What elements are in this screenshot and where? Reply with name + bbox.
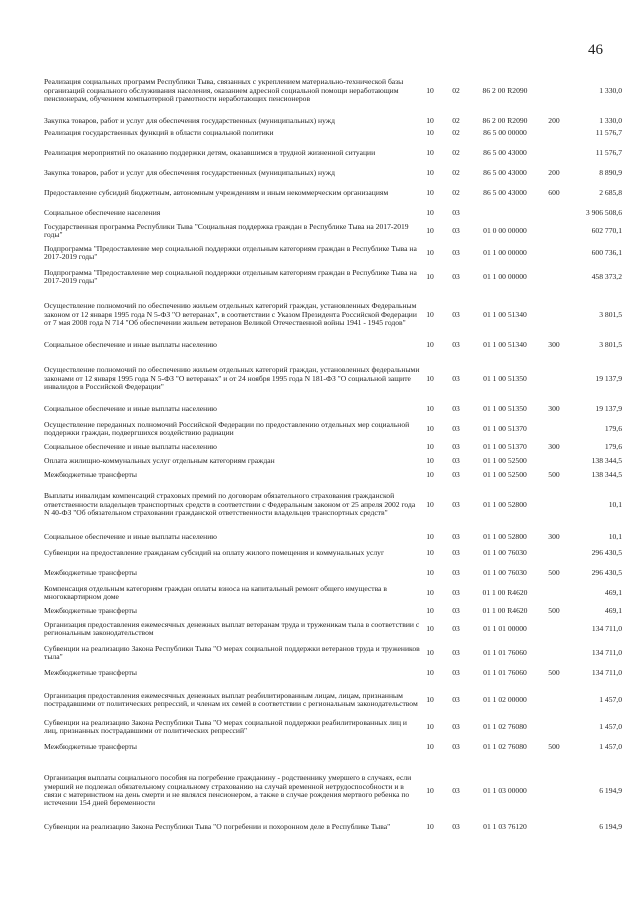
section-code: 10 <box>426 741 434 751</box>
section-code: 10 <box>426 667 434 677</box>
table-row <box>0 244 640 262</box>
amount: 8 890,9 <box>599 167 622 177</box>
table-row <box>0 686 640 714</box>
table-row <box>0 116 640 126</box>
row-name: Межбюджетные трансферты <box>44 741 137 751</box>
amount: 19 137,9 <box>595 403 622 413</box>
amount: 138 344,5 <box>591 455 622 465</box>
target-item-code: 01 0 00 00000 <box>483 225 527 235</box>
amount: 11 576,7 <box>595 147 622 157</box>
table-row <box>0 128 640 138</box>
target-item-code: 01 1 00 00000 <box>483 247 527 257</box>
amount: 458 373,2 <box>591 271 622 281</box>
target-item-code: 01 1 03 00000 <box>483 785 527 795</box>
row-name: Закупка товаров, работ и услуг для обеспечения государственных (муниципальных) нужд <box>44 167 335 177</box>
table-row <box>0 456 640 466</box>
table-row <box>0 144 640 162</box>
row-name: Социальное обеспечение и иные выплаты населению <box>44 339 217 349</box>
subsection-code: 03 <box>452 785 460 795</box>
section-code: 10 <box>426 147 434 157</box>
expense-type-code: 300 <box>548 531 560 541</box>
section-code: 10 <box>426 694 434 704</box>
target-item-code: 01 1 00 51370 <box>483 423 527 433</box>
expense-type-code: 600 <box>548 187 560 197</box>
target-item-code: 01 1 00 51370 <box>483 441 527 451</box>
target-item-code: 86 5 00 43000 <box>483 187 527 197</box>
row-name: Межбюджетные трансферты <box>44 469 137 479</box>
section-code: 10 <box>426 309 434 319</box>
amount: 19 137,9 <box>595 373 622 383</box>
subsection-code: 03 <box>452 373 460 383</box>
subsection-code: 02 <box>452 167 460 177</box>
section-code: 10 <box>426 721 434 731</box>
target-item-code: 01 1 01 76060 <box>483 647 527 657</box>
target-item-code: 01 1 00 51340 <box>483 309 527 319</box>
subsection-code: 03 <box>452 339 460 349</box>
expense-type-code: 500 <box>548 741 560 751</box>
amount: 1 457,0 <box>599 721 622 731</box>
expense-type-code: 500 <box>548 605 560 615</box>
table-row <box>0 742 640 752</box>
amount: 3 801,5 <box>599 339 622 349</box>
row-name: Осуществление переданных полномочий Российской Федерации по предоставлению отдельных мер социальной поддержки граждан, подвергшихся воздействию радиации <box>44 419 410 437</box>
expense-type-code: 500 <box>548 567 560 577</box>
amount: 134 711,0 <box>591 667 622 677</box>
section-code: 10 <box>426 531 434 541</box>
section-code: 10 <box>426 207 434 217</box>
row-name: Социальное обеспечение и иные выплаты населению <box>44 403 217 413</box>
row-name: Социальное обеспечение и иные выплаты населению <box>44 531 217 541</box>
target-item-code: 01 1 00 R4620 <box>482 605 528 615</box>
target-item-code: 01 1 02 00000 <box>483 694 527 704</box>
row-name: Межбюджетные трансферты <box>44 567 137 577</box>
target-item-code: 01 1 00 52800 <box>483 499 527 509</box>
row-name: Осуществление полномочий по обеспечению жильем отдельных категорий граждан, установленных федеральными законами от 12 января 1995 года N 5-ФЗ "О ветеранах" и от 24 ноября 1995 года N 181-ФЗ "О социальной защите инвалидов в Российской Федерации" <box>44 365 420 392</box>
section-code: 10 <box>426 785 434 795</box>
table-row <box>0 442 640 452</box>
section-code: 10 <box>426 85 434 95</box>
amount: 10,1 <box>608 531 622 541</box>
subsection-code: 03 <box>452 247 460 257</box>
section-code: 10 <box>426 647 434 657</box>
amount: 600 736,1 <box>591 247 622 257</box>
table-row <box>0 208 640 218</box>
target-item-code: 01 1 02 76080 <box>483 741 527 751</box>
subsection-code: 03 <box>452 207 460 217</box>
subsection-code: 03 <box>452 455 460 465</box>
section-code: 10 <box>426 423 434 433</box>
amount: 1 457,0 <box>599 694 622 704</box>
amount: 6 194,9 <box>599 785 622 795</box>
expense-type-code: 200 <box>548 167 560 177</box>
subsection-code: 03 <box>452 605 460 615</box>
subsection-code: 03 <box>452 694 460 704</box>
target-item-code: 01 1 00 51340 <box>483 339 527 349</box>
amount: 1 330,0 <box>599 85 622 95</box>
section-code: 10 <box>426 339 434 349</box>
row-name: Подпрограмма "Предоставление мер социальной поддержки отдельным категориям граждан в Республике Тыва на 2017-2019 годы" <box>44 267 417 285</box>
subsection-code: 03 <box>452 531 460 541</box>
subsection-code: 03 <box>452 423 460 433</box>
amount: 1 457,0 <box>599 741 622 751</box>
subsection-code: 03 <box>452 567 460 577</box>
table-row <box>0 532 640 542</box>
table-row <box>0 184 640 202</box>
amount: 179,6 <box>604 423 622 433</box>
target-item-code: 01 1 01 00000 <box>483 623 527 633</box>
table-row <box>0 584 640 602</box>
row-name: Субвенции на реализацию Закона Республики Тыва "О погребении и похоронном деле в Республике Тыва" <box>44 821 391 831</box>
subsection-code: 03 <box>452 647 460 657</box>
target-item-code: 86 2 00 R2090 <box>482 115 528 125</box>
target-item-code: 01 1 00 76030 <box>483 567 527 577</box>
amount: 469,1 <box>604 587 622 597</box>
subsection-code: 03 <box>452 587 460 597</box>
subsection-code: 02 <box>452 147 460 157</box>
subsection-code: 03 <box>452 309 460 319</box>
table-row <box>0 296 640 334</box>
section-code: 10 <box>426 821 434 831</box>
table-row <box>0 620 640 638</box>
section-code: 10 <box>426 605 434 615</box>
row-name: Межбюджетные трансферты <box>44 605 137 615</box>
table-row <box>0 768 640 814</box>
amount: 3 906 508,6 <box>585 207 622 217</box>
amount: 179,6 <box>604 441 622 451</box>
subsection-code: 03 <box>452 741 460 751</box>
amount: 134 711,0 <box>591 623 622 633</box>
row-name: Субвенции на реализацию Закона Республики Тыва "О мерах социальной поддержки ветеранов труда и тружеников тыла" <box>44 643 420 661</box>
table-row <box>0 470 640 480</box>
row-name: Реализация государственных функций в области социальной политики <box>44 127 274 137</box>
section-code: 10 <box>426 499 434 509</box>
expense-type-code: 300 <box>548 339 560 349</box>
section-code: 10 <box>426 247 434 257</box>
amount: 11 576,7 <box>595 127 622 137</box>
subsection-code: 03 <box>452 441 460 451</box>
target-item-code: 01 1 00 52500 <box>483 455 527 465</box>
target-item-code: 01 1 00 51350 <box>483 373 527 383</box>
target-item-code: 01 1 03 76120 <box>483 821 527 831</box>
page-number: 46 <box>588 42 603 58</box>
subsection-code: 03 <box>452 469 460 479</box>
target-item-code: 01 1 02 76080 <box>483 721 527 731</box>
subsection-code: 03 <box>452 721 460 731</box>
table-row <box>0 222 640 240</box>
target-item-code: 86 2 00 R2090 <box>482 85 528 95</box>
section-code: 10 <box>426 167 434 177</box>
expense-type-code: 500 <box>548 667 560 677</box>
target-item-code: 86 5 00 43000 <box>483 147 527 157</box>
subsection-code: 03 <box>452 225 460 235</box>
target-item-code: 86 5 00 43000 <box>483 167 527 177</box>
amount: 602 770,1 <box>591 225 622 235</box>
amount: 6 194,9 <box>599 821 622 831</box>
section-code: 10 <box>426 187 434 197</box>
target-item-code: 01 1 00 52500 <box>483 469 527 479</box>
amount: 296 430,5 <box>591 547 622 557</box>
row-name: Оплата жилищно-коммунальных услуг отдельным категориям граждан <box>44 455 275 465</box>
section-code: 10 <box>426 623 434 633</box>
target-item-code <box>474 208 536 218</box>
table-row <box>0 340 640 350</box>
row-name: Субвенции на реализацию Закона Республики Тыва "О мерах социальной поддержки реабилитированных лиц и лиц, признанных пострадавшими от политических репрессий" <box>44 717 407 735</box>
section-code: 10 <box>426 373 434 383</box>
table-row <box>0 718 640 736</box>
table-row <box>0 420 640 438</box>
row-name: Предоставление субсидий бюджетным, автономным учреждениям и иным некоммерческим организациям <box>44 187 389 197</box>
row-name: Осуществление полномочий по обеспечению жильем отдельных категорий граждан, установленных Федеральным законом от 12 января 1995 года N 5-ФЗ "О ветеранах", в соответствии с Указом Президента Российской Федерации от 7 мая 2008 года N 714 "Об обеспечении жильем ветеранов Великой Отечественной войны 1941 - 1945 годов" <box>44 301 417 328</box>
subsection-code: 03 <box>452 271 460 281</box>
expense-type-code: 500 <box>548 469 560 479</box>
table-row <box>0 568 640 578</box>
table-row <box>0 818 640 836</box>
row-name: Организация предоставления ежемесячных денежных выплат ветеранам труда и труженикам тыла в соответствии с региональным законодательством <box>44 619 420 637</box>
row-name: Подпрограмма "Предоставление мер социальной поддержки отдельным категориям граждан в Республике Тыва на 2017-2019 годы" <box>44 243 417 261</box>
section-code: 10 <box>426 441 434 451</box>
amount: 138 344,5 <box>591 469 622 479</box>
amount: 2 685,8 <box>599 187 622 197</box>
table-row <box>0 404 640 414</box>
subsection-code: 03 <box>452 547 460 557</box>
section-code: 10 <box>426 225 434 235</box>
section-code: 10 <box>426 271 434 281</box>
table-row <box>0 72 640 110</box>
subsection-code: 03 <box>452 623 460 633</box>
subsection-code: 02 <box>452 115 460 125</box>
amount: 3 801,5 <box>599 309 622 319</box>
row-name: Организация предоставления ежемесячных денежных выплат реабилитированным лицам, лицам, признанным пострадавшими от политических репрессий, и членам их семей в соответствии с региональным законодательством <box>44 690 418 708</box>
subsection-code: 03 <box>452 821 460 831</box>
target-item-code: 86 5 00 00000 <box>483 127 527 137</box>
row-name: Субвенции на предоставление гражданам субсидий на оплату жилого помещения и коммунальных услуг <box>44 547 385 557</box>
section-code: 10 <box>426 115 434 125</box>
row-name: Реализация мероприятий по оказанию поддержки детям, оказавшимся в трудной жизненной ситуации <box>44 147 376 157</box>
row-name: Реализация социальных программ Республики Тыва, связанных с укреплением материально-технической базы организаций социального обслуживания населения, оказанием адресной социальной помощи неработающим пенсионерам, обучением компьютерной грамотности неработающих пенсионеров <box>44 77 404 104</box>
row-name: Закупка товаров, работ и услуг для обеспечения государственных (муниципальных) нужд <box>44 115 335 125</box>
table-row <box>0 668 640 678</box>
section-code: 10 <box>426 127 434 137</box>
row-name: Организация выплаты социального пособия на погребение гражданину - родственнику умершего в случаях, если умерший не подлежал обязательному социальному страхованию на случай временной нетрудоспособности и в связи с материнством на день смерти и не являлся пенсионером, а также в случае рождения мертвого ребенка по истечении 154 дней беременности <box>44 773 412 808</box>
table-row <box>0 644 640 662</box>
amount: 134 711,0 <box>591 647 622 657</box>
expense-type-code: 300 <box>548 441 560 451</box>
target-item-code: 01 1 00 R4620 <box>482 587 528 597</box>
amount: 1 330,0 <box>599 115 622 125</box>
row-name: Социальное обеспечение и иные выплаты населению <box>44 441 217 451</box>
table-row <box>0 268 640 286</box>
table-row <box>0 364 640 394</box>
amount: 296 430,5 <box>591 567 622 577</box>
subsection-code: 02 <box>452 187 460 197</box>
table-row <box>0 168 640 178</box>
table-row <box>0 486 640 524</box>
section-code: 10 <box>426 455 434 465</box>
subsection-code: 02 <box>452 127 460 137</box>
row-name: Выплаты инвалидам компенсаций страховых премий по договорам обязательного страхования гражданской ответственности владельцев транспортных средств в соответствии с Федеральным законом от 25 апреля 2002 года N 40-ФЗ "Об обязательном страховании гражданской ответственности владельцев транспортных средств" <box>44 491 416 518</box>
row-name: Социальное обеспечение населения <box>44 207 161 217</box>
amount: 10,1 <box>608 499 622 509</box>
section-code: 10 <box>426 587 434 597</box>
table-row <box>0 606 640 616</box>
section-code: 10 <box>426 469 434 479</box>
row-name: Государственная программа Республики Тыва "Социальная поддержка граждан в Республике Тыва на 2017-2019 годы" <box>44 221 409 239</box>
subsection-code: 03 <box>452 403 460 413</box>
target-item-code: 01 1 00 00000 <box>483 271 527 281</box>
target-item-code: 01 1 00 76030 <box>483 547 527 557</box>
expense-type-code: 300 <box>548 403 560 413</box>
amount: 469,1 <box>604 605 622 615</box>
target-item-code: 01 1 01 76060 <box>483 667 527 677</box>
row-name: Межбюджетные трансферты <box>44 667 137 677</box>
target-item-code: 01 1 00 51350 <box>483 403 527 413</box>
subsection-code: 03 <box>452 499 460 509</box>
target-item-code: 01 1 00 52800 <box>483 531 527 541</box>
row-name: Компенсация отдельным категориям граждан оплаты взноса на капитальный ремонт общего имущества в многоквартирном доме <box>44 583 387 601</box>
section-code: 10 <box>426 403 434 413</box>
section-code: 10 <box>426 547 434 557</box>
expense-type-code: 200 <box>548 115 560 125</box>
subsection-code: 02 <box>452 85 460 95</box>
table-row <box>0 544 640 562</box>
section-code: 10 <box>426 567 434 577</box>
subsection-code: 03 <box>452 667 460 677</box>
